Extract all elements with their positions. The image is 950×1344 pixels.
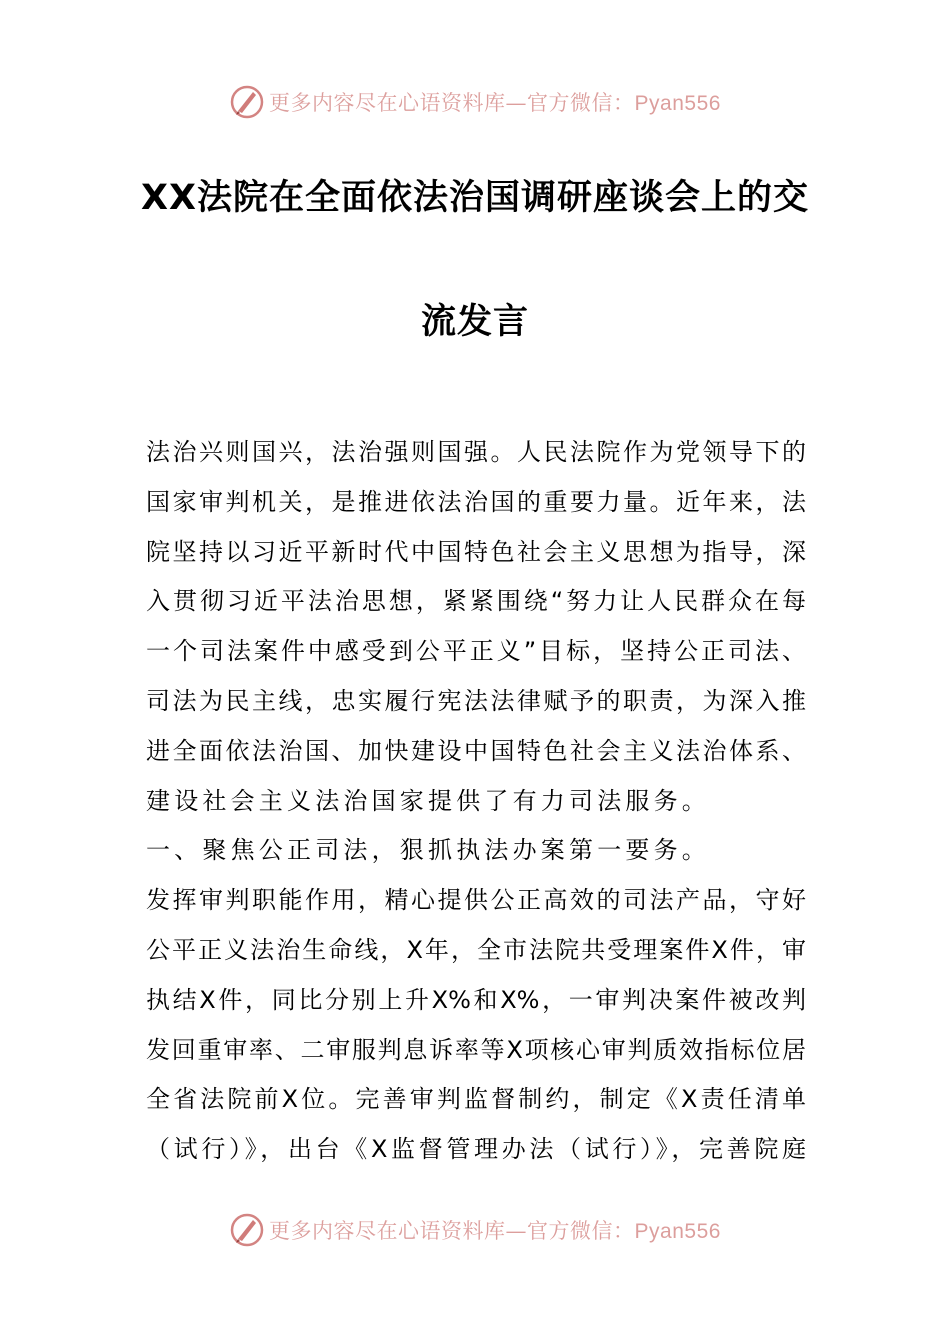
quill-pen-logo-icon [229, 84, 265, 120]
body-line: 法治兴则国兴，法治强则国强。人民法院作为党领导下的 [146, 438, 806, 466]
watermark-text: 更多内容尽在心语资料库—官方微信：Pyan556 [269, 1219, 721, 1243]
document-body [146, 428, 806, 1175]
body-line: 国家审判机关，是推进依法治国的重要力量。近年来，法 [146, 487, 806, 516]
body-line: 全省法院前X位。完善审判监督制约，制定《X责任清单 [146, 1085, 806, 1114]
section-heading: 一、聚焦公正司法，狠抓执法办案第一要务。 [146, 836, 710, 865]
body-line: 院坚持以习近平新时代中国特色社会主义思想为指导，深 [146, 537, 806, 566]
document-title-line-1: XX法院在全面依法治国调研座谈会上的交 [141, 178, 809, 218]
body-line: 进全面依法治国、加快建设中国特色社会主义法治体系、 [146, 736, 806, 765]
body-line: 执结X件，同比分别上升X%和X%，一审判决案件被改判 [146, 985, 806, 1014]
document-title-line-2: 流发言 [420, 302, 529, 342]
body-line: 发挥审判职能作用，精心提供公正高效的司法产品，守好 [146, 886, 806, 915]
body-line: 公平正义法治生命线，X年，全市法院共受理案件X件，审 [146, 935, 806, 964]
watermark-text: 更多内容尽在心语资料库—官方微信：Pyan556 [269, 91, 721, 115]
body-line: （试行）》，出台《X监督管理办法（试行）》，完善院庭 [146, 1135, 806, 1164]
watermark-header [0, 80, 950, 124]
body-line: 一个司法案件中感受到公平正义”目标，坚持公正司法、 [146, 637, 806, 666]
body-line: 司法为民主线，忠实履行宪法法律赋予的职责，为深入推 [146, 686, 806, 715]
body-line: 建设社会主义法治国家提供了有力司法服务。 [146, 786, 710, 815]
body-line: 入贯彻习近平法治思想，紧紧围绕“努力让人民群众在每 [146, 587, 806, 616]
watermark-footer [0, 1208, 950, 1252]
quill-pen-logo-icon [229, 1212, 265, 1248]
body-line: 发回重审率、二审服判息诉率等X项核心审判质效指标位居 [146, 1035, 806, 1064]
